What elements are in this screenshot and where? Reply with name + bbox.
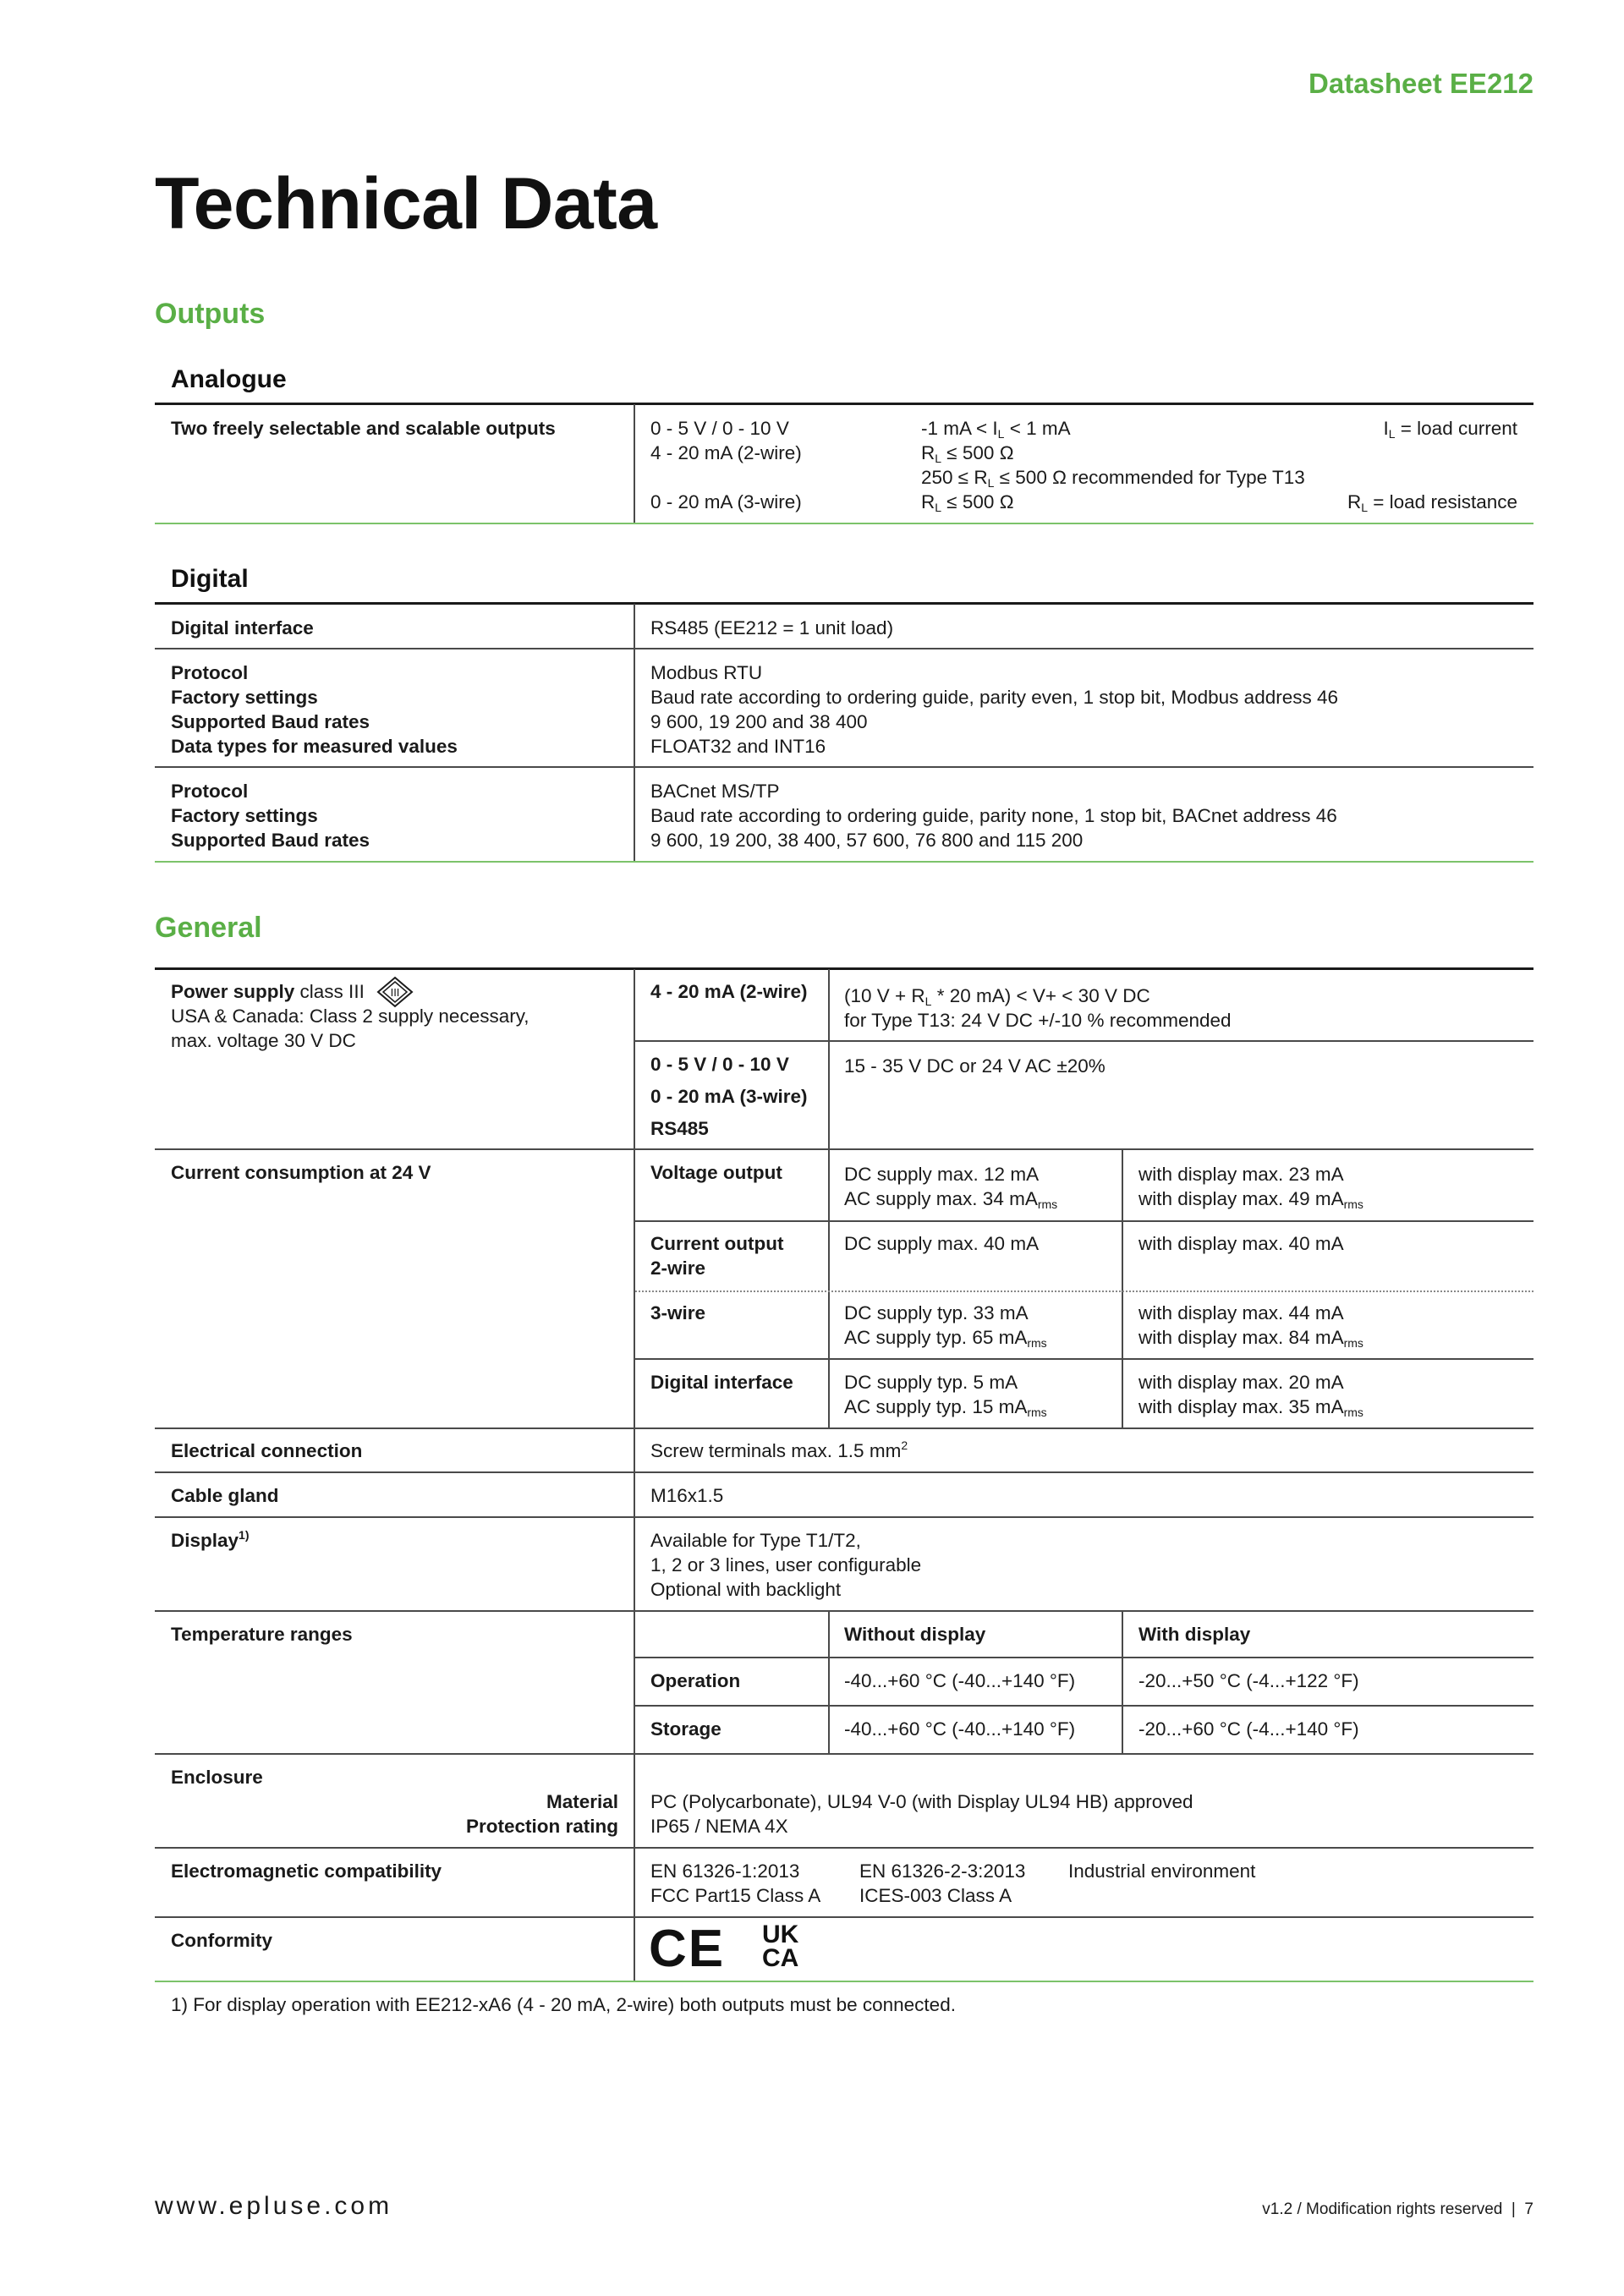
power-mode-label: 4 - 20 mA (2-wire): [650, 981, 808, 1002]
emc-value: EN 61326-2-3:2013: [859, 1860, 1026, 1882]
bacnet-label: Factory settings: [171, 805, 318, 826]
bacnet-label: Supported Baud rates: [171, 830, 370, 851]
emc-value: EN 61326-1:2013: [650, 1860, 800, 1882]
bacnet-value: 9 600, 19 200, 38 400, 57 600, 76 800 and 115 200: [650, 830, 1084, 851]
current-value: with display max. 49 $mA_{rms}$: [1138, 1188, 1363, 1211]
row-divider: [155, 1610, 1533, 1612]
current-row-label: 2-wire: [650, 1258, 706, 1279]
cable-gland-label: Cable gland: [171, 1485, 279, 1506]
row-divider: [155, 1516, 1533, 1518]
row-divider: [155, 1471, 1533, 1473]
row-divider: [155, 766, 1533, 768]
current-value: with display max. 35 $mA_{rms}$: [1138, 1396, 1363, 1419]
display-label: Display$^{1)}$: [171, 1528, 250, 1551]
version-page-number: v1.2 / Modification rights reserved | 7: [1262, 2200, 1533, 2218]
analogue-note: $R_L$ = load resistance: [1347, 491, 1517, 514]
current-row-label: Voltage output: [650, 1162, 782, 1183]
current-row-label: Digital interface: [650, 1372, 793, 1393]
bacnet-label: Protocol: [171, 781, 249, 802]
power-mode-label: RS485: [650, 1118, 709, 1139]
row-divider: [635, 1705, 1533, 1707]
modbus-value: 9 600, 19 200 and 38 400: [650, 711, 868, 732]
power-supply-label: Power supply class III: [171, 981, 365, 1002]
enclosure-value: IP65 / NEMA 4X: [650, 1816, 788, 1837]
column-divider: [1122, 1150, 1123, 1427]
modbus-label: Supported Baud rates: [171, 711, 370, 732]
column-divider: [828, 1612, 830, 1754]
subheading-digital: Digital: [171, 565, 249, 593]
row-divider: [635, 1040, 1533, 1042]
bacnet-value: Baud rate according to ordering guide, parity none, 1 stop bit, BACnet address 46: [650, 805, 1337, 826]
table-top-rule: [155, 602, 1533, 605]
table-bottom-rule: [155, 523, 1533, 524]
column-divider: [634, 404, 635, 523]
power-mode-value: 15 - 35 V DC or 24 V AC ±20%: [844, 1055, 1106, 1077]
page-title: Technical Data: [155, 163, 657, 244]
bacnet-value: BACnet MS/TP: [650, 781, 780, 802]
subheading-analogue: Analogue: [171, 365, 287, 393]
current-value: DC supply max. 40 mA: [844, 1233, 1040, 1254]
current-value: with display max. 40 mA: [1138, 1233, 1344, 1254]
current-value: with display max. 84 $mA_{rms}$: [1138, 1327, 1363, 1350]
temperature-value: -20...+50 °C (-4...+122 °F): [1138, 1670, 1359, 1691]
row-divider: [155, 1753, 1533, 1755]
current-value: AC supply typ. 15 $mA_{rms}$: [844, 1396, 1047, 1419]
analogue-mode: 0 - 5 V / 0 - 10 V: [650, 418, 789, 439]
modbus-value: Baud rate according to ordering guide, parity even, 1 stop bit, Modbus address 46: [650, 687, 1338, 708]
section-heading-outputs: Outputs: [155, 298, 266, 330]
analogue-outputs-label: Two freely selectable and scalable outputs: [171, 418, 556, 439]
row-divider: [155, 1916, 1533, 1918]
analogue-mode: 0 - 20 mA (3-wire): [650, 491, 802, 512]
row-divider: [635, 1358, 1533, 1360]
temperature-value: -20...+60 °C (-4...+140 °F): [1138, 1718, 1359, 1740]
temperature-value: -40...+60 °C (-40...+140 °F): [844, 1718, 1076, 1740]
table-bottom-rule: [155, 1981, 1533, 1982]
ukca-mark-icon: UK CA: [762, 1921, 799, 1972]
power-mode-value: (10 $V + R_L * 20$ mA) < V+ < 30 V DC: [844, 985, 1150, 1008]
table-bottom-rule: [155, 861, 1533, 863]
analogue-condition: -1 mA < $I_L < 1$ mA: [921, 418, 1071, 441]
digital-interface-value: RS485 (EE212 = 1 unit load): [650, 617, 894, 638]
analogue-mode: 4 - 20 mA (2-wire): [650, 442, 802, 463]
current-value: AC supply typ. 65 $mA_{rms}$: [844, 1327, 1047, 1350]
table-top-rule: [155, 403, 1533, 405]
current-consumption-label: Current consumption at 24 V: [171, 1162, 431, 1183]
analogue-note: $I_L$ = load current: [1383, 418, 1517, 441]
row-divider: [635, 1657, 1533, 1658]
temperature-value: -40...+60 °C (-40...+140 °F): [844, 1670, 1076, 1691]
temperature-ranges-label: Temperature ranges: [171, 1624, 353, 1645]
enclosure-value: PC (Polycarbonate), UL94 V-0 (with Display UL94 HB) approved: [650, 1791, 1193, 1812]
power-supply-note: USA & Canada: Class 2 supply necessary,: [171, 1006, 529, 1027]
power-mode-label: 0 - 20 mA (3-wire): [650, 1086, 808, 1107]
enclosure-sub-label: Material: [546, 1791, 618, 1812]
power-supply-note: max. voltage 30 V DC: [171, 1030, 356, 1051]
current-value: AC supply max. 34 $mA_{rms}$: [844, 1188, 1058, 1211]
electrical-connection-label: Electrical connection: [171, 1440, 363, 1461]
row-divider: [635, 1220, 1533, 1222]
enclosure-sub-label: Protection rating: [465, 1816, 618, 1837]
modbus-value: Modbus RTU: [650, 662, 763, 683]
modbus-label: Protocol: [171, 662, 249, 683]
analogue-condition: $R_L \le 500$ Ω: [921, 442, 1014, 465]
website-link[interactable]: www.epluse.com: [155, 2192, 393, 2220]
table-top-rule: [155, 967, 1533, 970]
temperature-col-header: Without display: [844, 1624, 986, 1645]
row-divider: [155, 1427, 1533, 1429]
column-divider: [634, 604, 635, 861]
temperature-row-label: Storage: [650, 1718, 721, 1740]
row-divider: [155, 1847, 1533, 1849]
emc-value: FCC Part15 Class A: [650, 1885, 821, 1906]
row-divider: [155, 1148, 1533, 1150]
temperature-row-label: Operation: [650, 1670, 741, 1691]
current-value: DC supply max. 12 mA: [844, 1164, 1040, 1185]
cable-gland-value: M16x1.5: [650, 1485, 724, 1506]
modbus-label: Data types for measured values: [171, 736, 458, 757]
dotted-divider: [635, 1290, 1533, 1292]
column-divider: [1122, 1612, 1123, 1754]
enclosure-label: Enclosure: [171, 1767, 263, 1788]
current-value: with display max. 44 mA: [1138, 1302, 1344, 1323]
current-row-label: 3-wire: [650, 1302, 706, 1323]
analogue-condition: $250 \le R_L \le 500$ Ω recommended for Type T13: [921, 467, 1305, 490]
display-value: Optional with backlight: [650, 1579, 842, 1600]
row-divider: [155, 648, 1533, 649]
display-value: Available for Type T1/T2,: [650, 1530, 861, 1551]
emc-label: Electromagnetic compatibility: [171, 1860, 442, 1882]
document-label: Datasheet EE212: [1309, 68, 1533, 99]
temperature-col-header: With display: [1138, 1624, 1251, 1645]
current-value: with display max. 23 mA: [1138, 1164, 1344, 1185]
digital-interface-label: Digital interface: [171, 617, 314, 638]
current-row-label: Current output: [650, 1233, 784, 1254]
current-value: DC supply typ. 33 mA: [844, 1302, 1029, 1323]
display-value: 1, 2 or 3 lines, user configurable: [650, 1554, 922, 1575]
footnote: 1) For display operation with EE212-xA6 (4 - 20 mA, 2-wire) both outputs must be connected.: [171, 1994, 956, 2015]
current-value: with display max. 20 mA: [1138, 1372, 1344, 1393]
emc-value: ICES-003 Class A: [859, 1885, 1012, 1906]
svg-text:III: III: [390, 986, 400, 999]
emc-value: Industrial environment: [1068, 1860, 1256, 1882]
power-mode-value: for Type T13: 24 V DC +/-10 % recommended: [844, 1010, 1232, 1031]
conformity-label: Conformity: [171, 1930, 272, 1951]
current-value: DC supply typ. 5 mA: [844, 1372, 1018, 1393]
column-divider: [634, 969, 635, 1981]
power-mode-label: 0 - 5 V / 0 - 10 V: [650, 1054, 789, 1075]
ce-mark-icon: CE: [649, 1920, 726, 1978]
section-heading-general: General: [155, 912, 262, 944]
modbus-value: FLOAT32 and INT16: [650, 736, 826, 757]
analogue-condition: $R_L \le 500$ Ω: [921, 491, 1014, 514]
electrical-connection-value: Screw terminals max. 1.5 $mm^2$: [650, 1438, 908, 1461]
modbus-label: Factory settings: [171, 687, 318, 708]
